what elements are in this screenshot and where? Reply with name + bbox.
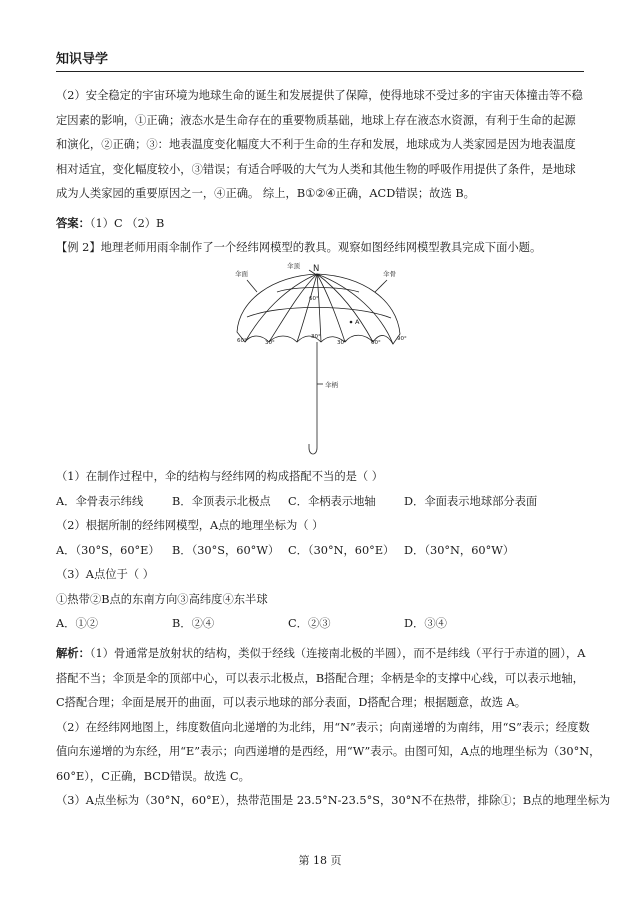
- analysis-line: 解析：（1）骨通常是放射状的结构，类似于经线（连接南北极的半圆），而不是纬线（平行于赤道的圆），A: [56, 646, 586, 660]
- surface-leader: [247, 280, 257, 292]
- explanation-top: [56, 84, 584, 207]
- analysis-line: 搭配不当；伞顶是伞的顶部中心，可以表示北极点，B搭配合理；伞柄是伞的支撑中心线，可以表示地轴，: [56, 671, 584, 685]
- option-a: A．（30°S，60°E）: [56, 543, 160, 557]
- explanation-line: （2）安全稳定的宇宙环境为地球生命的诞生和发展提供了保障，使得地球不受过多的宇宙天体撞击等不稳: [56, 89, 583, 102]
- explanation-line: 相对适宜，变化幅度较小，③错误；有适合呼吸的大气为人类和其他生物的呼吸作用提供了条件，是地球: [56, 162, 576, 176]
- question-1: [56, 465, 584, 637]
- label-point-a: A: [355, 318, 360, 326]
- question-statements: ①热带②B点的东南方向③高纬度④东半球: [56, 592, 268, 606]
- analysis: [56, 641, 611, 814]
- meridian-line: [245, 274, 317, 342]
- analysis-line: （2）在经纬网地图上，纬度数值向北递增的为北纬，用“N”表示；向南递增的为南纬，用“S”表示；经度数: [56, 720, 590, 734]
- label-lat-60: 60°: [309, 296, 319, 302]
- option-d: D．（30°N，60°W）: [404, 543, 515, 557]
- question-stem: （1）在制作过程中，伞的结构与经纬网的构成搭配不当的是（ ）: [56, 470, 384, 483]
- label-handle: 伞柄: [325, 381, 338, 389]
- label-lon-30-left: 30°: [265, 340, 275, 346]
- option-b: B．伞顶表示北极点: [172, 494, 271, 508]
- option-d: D．③④: [404, 617, 447, 630]
- point-a-marker: [350, 321, 353, 324]
- question-stem: （3）A点位于（ ）: [56, 568, 155, 581]
- label-lon-60-right: 60°: [371, 340, 381, 346]
- label-north: N: [313, 264, 320, 274]
- explanation-line: 定因素的影响，①正确；液态水是生命存在的重要物质基础，地球上存在液态水资源，有利于生命的起源: [56, 113, 576, 127]
- option-b: B．（30°S，60°W）: [172, 543, 280, 557]
- answer-text: （1）C （2）B: [89, 217, 165, 230]
- page-header-title: 知识导学: [56, 52, 109, 67]
- label-top-cap: 伞顶: [287, 262, 300, 270]
- meridian-line: [317, 274, 393, 344]
- option-c: C．②③: [288, 617, 331, 630]
- label-lon-90: 90°: [397, 336, 407, 342]
- page-number: 第 18 页: [298, 854, 342, 867]
- option-c: C．伞柄表示地轴: [288, 494, 376, 508]
- option-d: D．伞面表示地球部分表面: [404, 494, 538, 508]
- question-options: [56, 539, 584, 564]
- umbrella-graticule-figure: [225, 262, 425, 462]
- analysis-line: 值向东递增的为东经，用“E”表示；向西递增的是西经，用“W”表示。由图可知，A点的地理坐标为（30°N，: [56, 745, 601, 758]
- example-title: 【例 2】地理老师用雨伞制作了一个经纬网模型的教具。观察如图经纬网模型教具完成下面小题。: [56, 241, 542, 254]
- option-a: A．①②: [56, 617, 99, 630]
- question-options: [56, 490, 584, 515]
- question-stem: （2）根据所制的经纬网模型，A点的地理坐标为（ ）: [56, 519, 324, 532]
- rib-leader: [375, 280, 387, 292]
- label-lon-60-left: 60°: [237, 338, 247, 344]
- label-surface: 伞面: [235, 270, 248, 278]
- answer-line: [56, 211, 584, 237]
- header-rule: [56, 71, 584, 72]
- option-b: B．②④: [172, 617, 215, 630]
- question-options: [56, 612, 584, 637]
- analysis-line: C搭配合理；伞面是展开的曲面，可以表示地球的部分表面，D搭配合理；根据题意，故选 A。: [56, 696, 527, 709]
- label-lon-30-right: 30°: [337, 340, 347, 346]
- analysis-line: （3）A点坐标为（30°N，60°E），热带范围是 23.5°N-23.5°S，30°N不在热带，排除①；B点的地理坐标为: [56, 794, 611, 807]
- option-c: C．（30°N，60°E）: [288, 543, 395, 557]
- label-rib: 伞骨: [383, 270, 396, 278]
- umbrella-hook: [309, 432, 317, 454]
- label-lat-30: 30°: [311, 334, 321, 340]
- answer-label: 答案：: [56, 216, 90, 230]
- analysis-line: 60°E），C正确，BCD错误。故选 C。: [56, 769, 250, 783]
- meridian-line: [317, 274, 373, 342]
- option-a: A．伞骨表示纬线: [56, 494, 144, 508]
- analysis-label: 解析：: [56, 646, 90, 660]
- meridian-line: [317, 274, 321, 342]
- explanation-line: 和演化，②正确；③：地表温度变化幅度大不利于生命的生存和发展，地球成为人类家园是因为地表温度: [56, 138, 576, 151]
- explanation-line: 成为人类家园的重要原因之一，④正确。 综上，B①②④正确，ACD错误；故选 B。: [56, 187, 475, 200]
